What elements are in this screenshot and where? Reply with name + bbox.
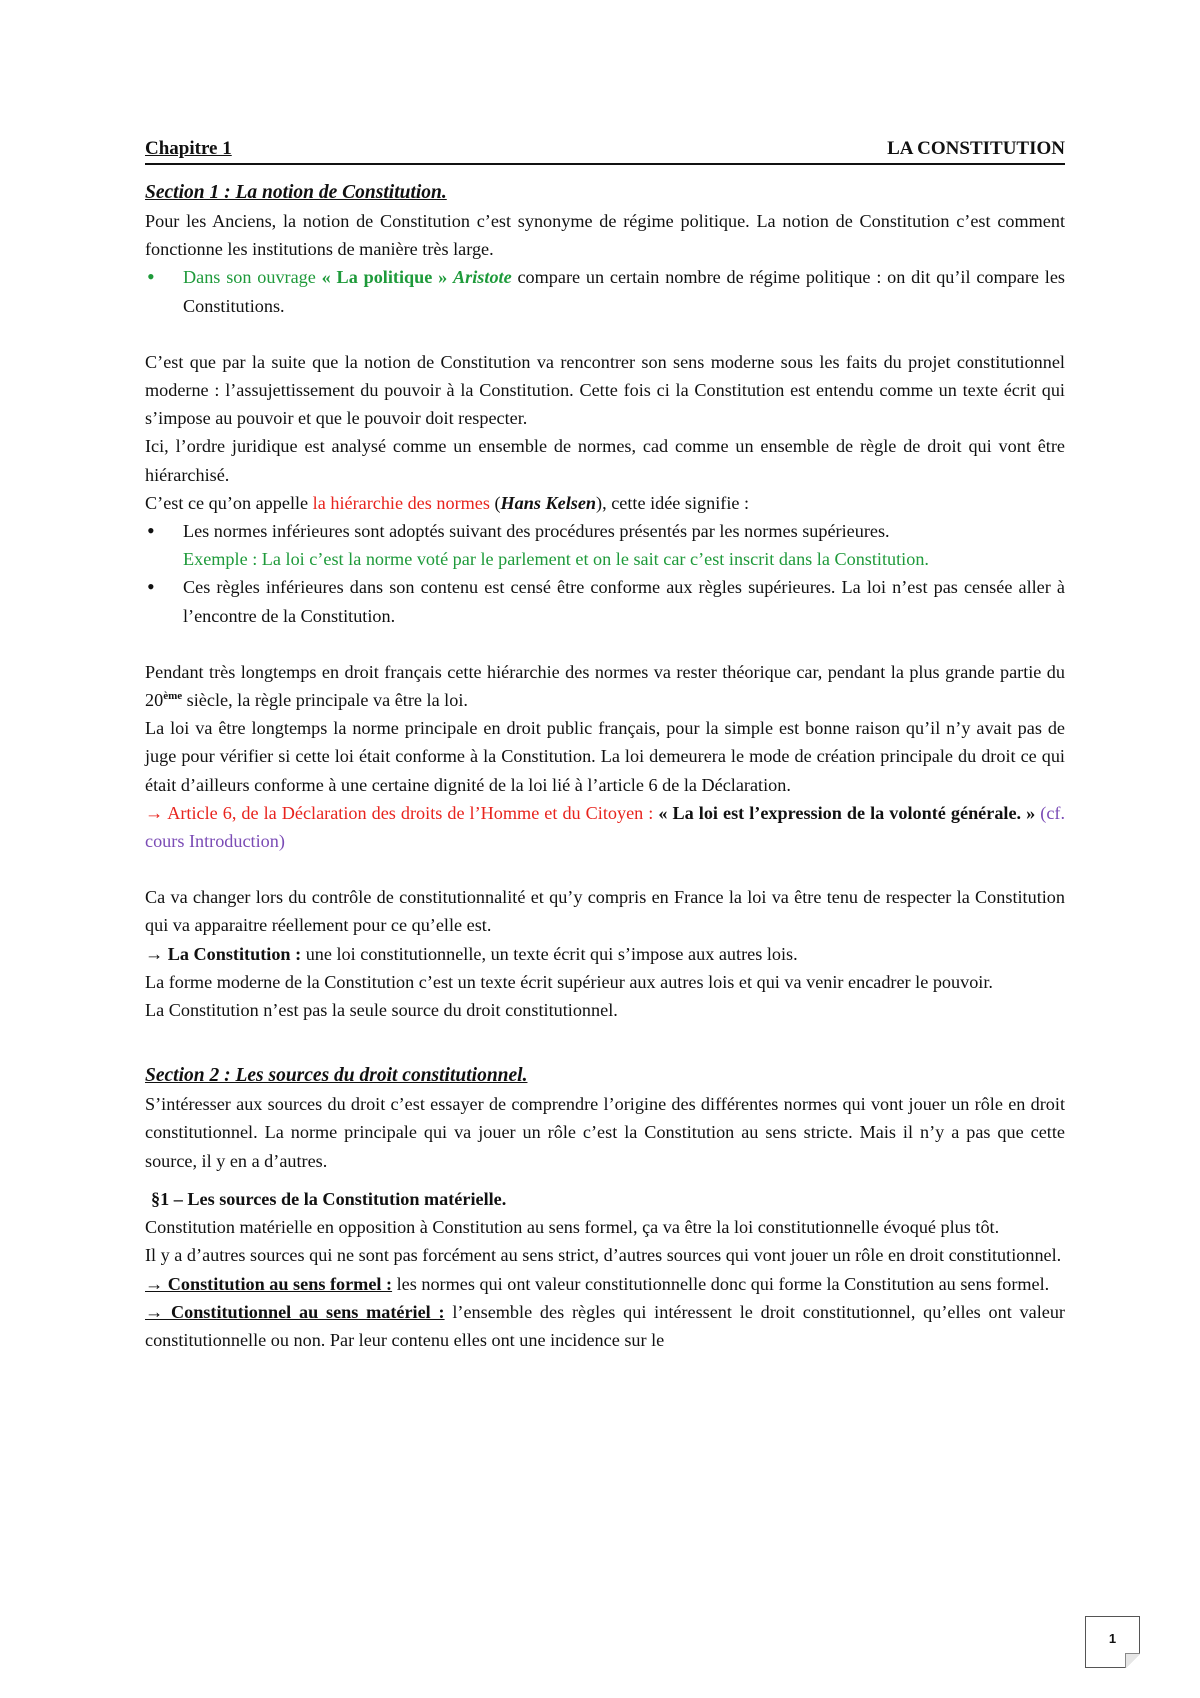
paragraph: C’est ce qu’on appelle la hiérarchie des normes (Hans Kelsen), cette idée signifie : (145, 492, 750, 513)
paragraph: La forme moderne de la Constitution c’est un texte écrit supérieur aux autres lois et qui va venir encadrer le pouvoir. (145, 971, 993, 992)
paragraph: La loi va être longtemps la norme principale en droit public français, pour la simple est bonne raison qu’il n’y avait pas de juge pour vérifier si cette loi était conforme à la Constitution. La loi demeurera le mode de création principale du droit ce qui était d’ailleurs conforme à une certaine dignité de la loi lié à l’article 6 de la Déclaration. (145, 718, 1065, 795)
section-1-intro: Pour les Anciens, la notion de Constitution c’est synonyme de régime politique. La notion de Constitution c’est comment fonctionne les institutions de manière très large. (145, 211, 1065, 260)
list-item: • Ces règles inférieures dans son contenu est censé être conforme aux règles supérieures. La loi n’est pas censée aller à l’encontre de la Constitution. (145, 573, 1065, 629)
article-citation: → Article 6, de la Déclaration des droits de l’Homme et du Citoyen : « La loi est l’expression de la volonté générale. » (cf. cours Introduction) (145, 802, 1065, 852)
highlighted-term: la hiérarchie des normes (312, 492, 490, 513)
document-page (145, 136, 1065, 1354)
paragraph: Il y a d’autres sources qui ne sont pas forcément au sens strict, d’autres sources qui vont jouer un rôle en droit constitutionnel. (145, 1245, 1062, 1266)
paragraph: Ca va changer lors du contrôle de constitutionnalité et qu’y compris en France la loi va être tenu de respecter la Constitution qui va apparaitre réellement pour ce qu’elle est. (145, 887, 1065, 936)
definition: → La Constitution : une loi constitutionnelle, un texte écrit qui s’impose aux autres lois. (145, 943, 798, 964)
aristote-list (145, 263, 1065, 319)
definition: → Constitution au sens formel : les normes qui ont valeur constitutionnelle donc qui forme la Constitution au sens formel. (145, 1273, 1050, 1294)
example-text: Exemple : La loi c’est la norme voté par le parlement et on le sait car c’est inscrit dans la Constitution. (183, 549, 929, 570)
list-item: • Dans son ouvrage « La politique » Aristote compare un certain nombre de régime politique : on dit qu’il compare les Constitutions. (145, 263, 1065, 319)
paragraph: Pendant très longtemps en droit français cette hiérarchie des normes va rester théorique car, pendant la plus grande partie du 20ème siècle, la règle principale va être la loi. (145, 661, 1065, 711)
quote: « La loi est l’expression de la volonté générale. » (658, 802, 1036, 823)
paragraph: Ici, l’ordre juridique est analysé comme un ensemble de normes, cad comme un ensemble de règle de droit qui vont être hiérarchisé. (145, 436, 1065, 485)
page-header (145, 136, 1065, 165)
book-title: « La politique » (321, 267, 448, 288)
chapter-label: Chapitre 1 (145, 138, 232, 159)
paragraph: La Constitution n’est pas la seule source du droit constitutionnel. (145, 1000, 618, 1021)
author-name: Aristote (453, 267, 512, 288)
section-2-intro: S’intéresser aux sources du droit c’est essayer de comprendre l’origine des différentes normes qui vont jouer un rôle en droit constitutionnel. La norme principale qui va jouer un rôle c’est la Constitution au sens stricte. Mais il n’y a pas que cette source, il y en a d’autres. (145, 1094, 1065, 1171)
list-item: • Les normes inférieures sont adoptés suivant des procédures présentés par les normes supérieures. Exemple : La loi c’est la norme voté par le parlement et on le sait car c’est inscrit dans la Constitution. (145, 517, 1065, 573)
paragraph: C’est que par la suite que la notion de Constitution va rencontrer son sens moderne sous les faits du projet constitutionnel moderne : l’assujettissement du pouvoir à la Constitution. Cette fois ci la Constitution est entendu comme un texte écrit qui s’impose au pouvoir et que le pouvoir doit respecter. (145, 351, 1065, 429)
subsection-title: §1 – Les sources de la Constitution matérielle. (151, 1188, 507, 1209)
chapter-title: LA CONSTITUTION (887, 138, 1065, 159)
hierarchy-list (145, 517, 1065, 630)
definition: → Constitutionnel au sens matériel : l’ensemble des règles qui intéressent le droit constitutionnel, qu’elles ont valeur constitutionnelle ou non. Par leur contenu elles ont une incidence sur le (145, 1301, 1065, 1350)
section-2-title: Section 2 : Les sources du droit constitutionnel. (145, 1065, 528, 1087)
paragraph: Constitution matérielle en opposition à Constitution au sens formel, ça va être la loi constitutionnelle évoqué plus tôt. (145, 1217, 1000, 1238)
author-name: Hans Kelsen (500, 492, 597, 513)
section-1-title: Section 1 : La notion de Constitution. (145, 182, 447, 203)
cross-reference: (cf. cours Introduction) (145, 802, 1065, 852)
page-number: 1 (1085, 1616, 1140, 1668)
